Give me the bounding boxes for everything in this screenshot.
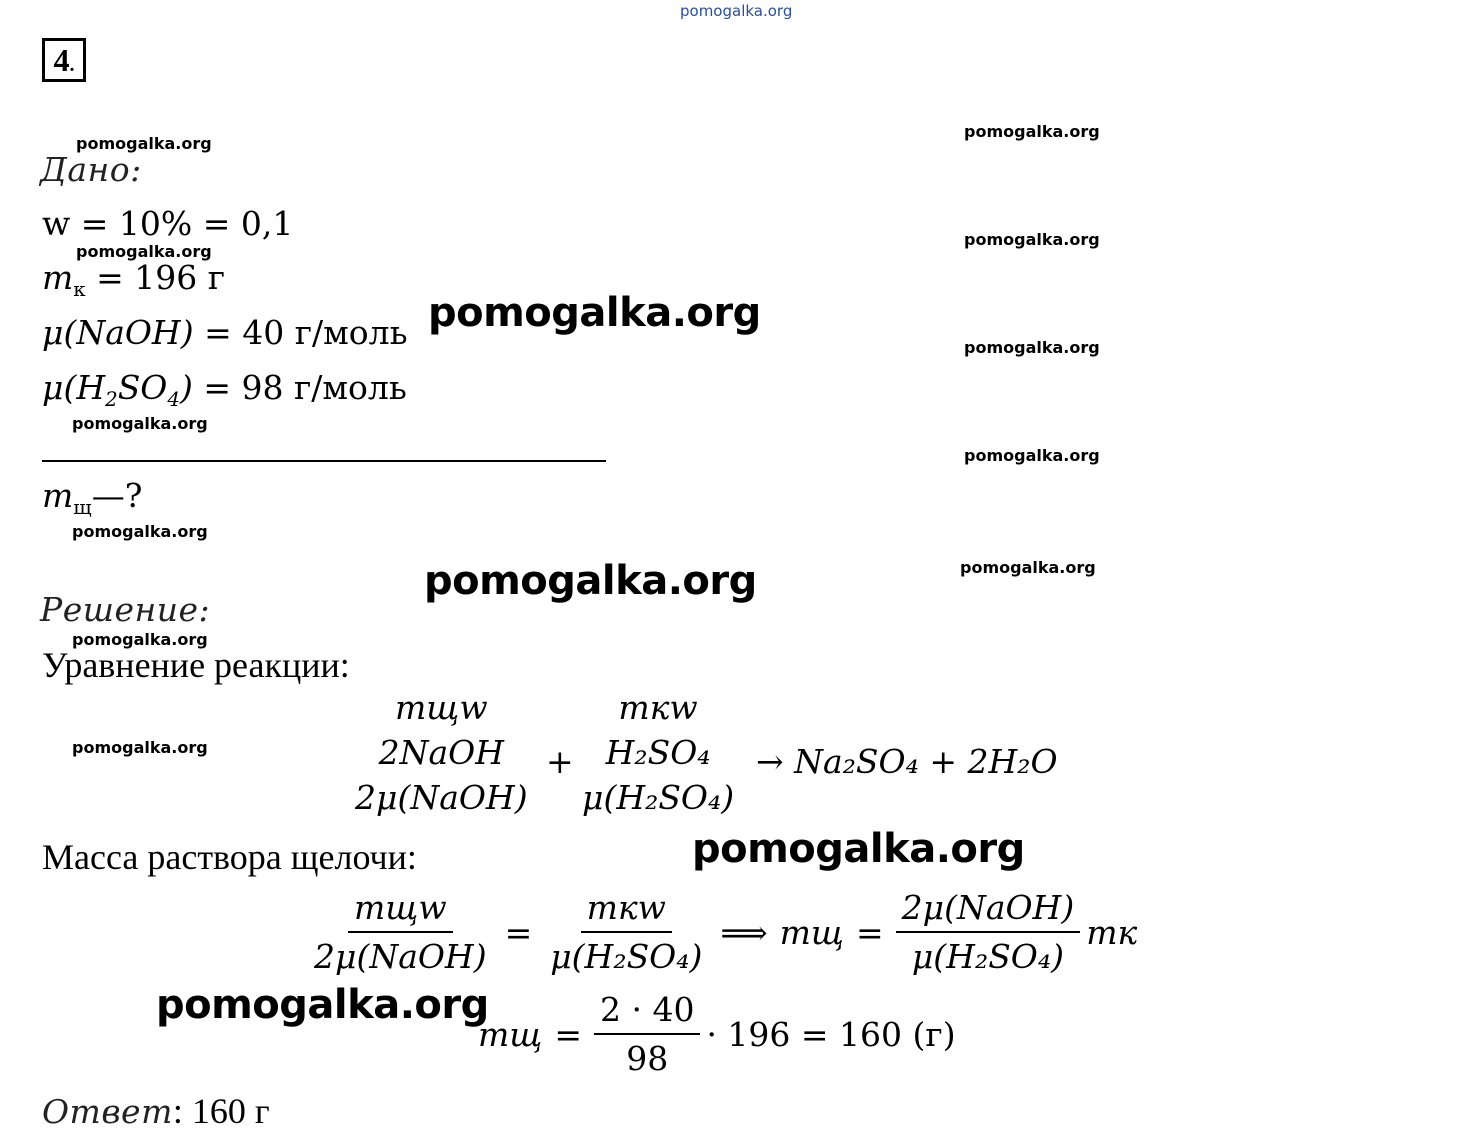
watermark-small: pomogalka.org: [72, 630, 208, 649]
fraction-left: $\frac{\text{mщw}}{\text{2μ(NaOH)}}$: [314, 888, 487, 976]
fraction-result: $\frac{\text{2μ(NaOH)}}{\text{μ(H₂SO₄)}}$: [896, 888, 1081, 976]
h2so4-mass-annotation: mкw: [618, 688, 698, 727]
watermark-small: pomogalka.org: [964, 122, 1100, 141]
watermark-small: pomogalka.org: [72, 738, 208, 757]
watermark-large: pomogalka.org: [692, 826, 1025, 872]
implies-sign: ⟹: [720, 912, 768, 952]
reaction-plus: +: [546, 742, 574, 781]
given-label: Дано:: [40, 150, 142, 189]
reaction-naoh-column: [355, 688, 528, 817]
mass-heading: Масса раствора щелочи:: [42, 837, 417, 877]
watermark-large: pomogalka.org: [428, 290, 761, 336]
watermark-small: pomogalka.org: [964, 338, 1100, 357]
h2so4-term: H₂SO₄: [605, 733, 711, 772]
given-divider: [42, 460, 606, 462]
watermark-large: pomogalka.org: [156, 982, 489, 1028]
watermark-small: pomogalka.org: [76, 134, 212, 153]
fraction-numeric: $\frac{2 \cdot 40}{98}$: [594, 990, 700, 1078]
naoh-molar-annotation: 2μ(NaOH): [355, 778, 528, 817]
watermark-small: pomogalka.org: [76, 242, 212, 261]
watermark-small: pomogalka.org: [964, 230, 1100, 249]
watermark-small: pomogalka.org: [960, 558, 1096, 577]
watermark-large: pomogalka.org: [424, 558, 757, 604]
reaction-products-text: Na₂SO₄ + 2H₂O: [794, 742, 1058, 781]
solution-label: Решение:: [40, 590, 211, 629]
reaction-h2so4-column: [582, 688, 734, 817]
find-quantity: $m_щ—$?: [42, 476, 143, 519]
naoh-mass-annotation: mщw: [395, 688, 488, 727]
given-molar-mass-h2so4: $\mu(H_2SO_4) = 98$ г/моль: [42, 368, 407, 411]
reaction-heading: Уравнение реакции:: [42, 645, 350, 685]
watermark-small: pomogalka.org: [72, 522, 208, 541]
answer: Ответ: 160 г: [42, 1091, 270, 1131]
watermark-top: pomogalka.org: [680, 2, 793, 20]
watermark-small: pomogalka.org: [72, 414, 208, 433]
given-acid-mass: $m_к = 196$ г: [42, 258, 226, 301]
h2so4-molar-annotation: μ(H₂SO₄): [582, 778, 735, 817]
problem-number: 4.: [42, 38, 86, 82]
given-mass-fraction: w = 10% = 0,1: [42, 204, 294, 243]
reaction-products: [756, 742, 1058, 781]
watermark-small: pomogalka.org: [964, 446, 1100, 465]
numeric-calculation: mщ = $\frac{2 \cdot 40}{98}$ · 196 = 160 (г): [478, 990, 956, 1078]
proportion-formula: $\frac{\text{mщw}}{\text{2μ(NaOH)}}$ = $\frac{\text{mкw}}{\text{μ(H₂SO₄)}}$ ⟹ mщ = $\frac{\text{2μ(NaOH)}}{\text{μ(H₂SO₄)}}$ mк: [308, 888, 1137, 976]
reaction-arrow: →: [756, 742, 784, 781]
fraction-right: $\frac{\text{mкw}}{\text{μ(H₂SO₄)}}$: [550, 888, 703, 976]
naoh-term: 2NaOH: [378, 733, 504, 772]
given-molar-mass-naoh: μ(NaOH) = 40 г/моль: [42, 313, 408, 352]
